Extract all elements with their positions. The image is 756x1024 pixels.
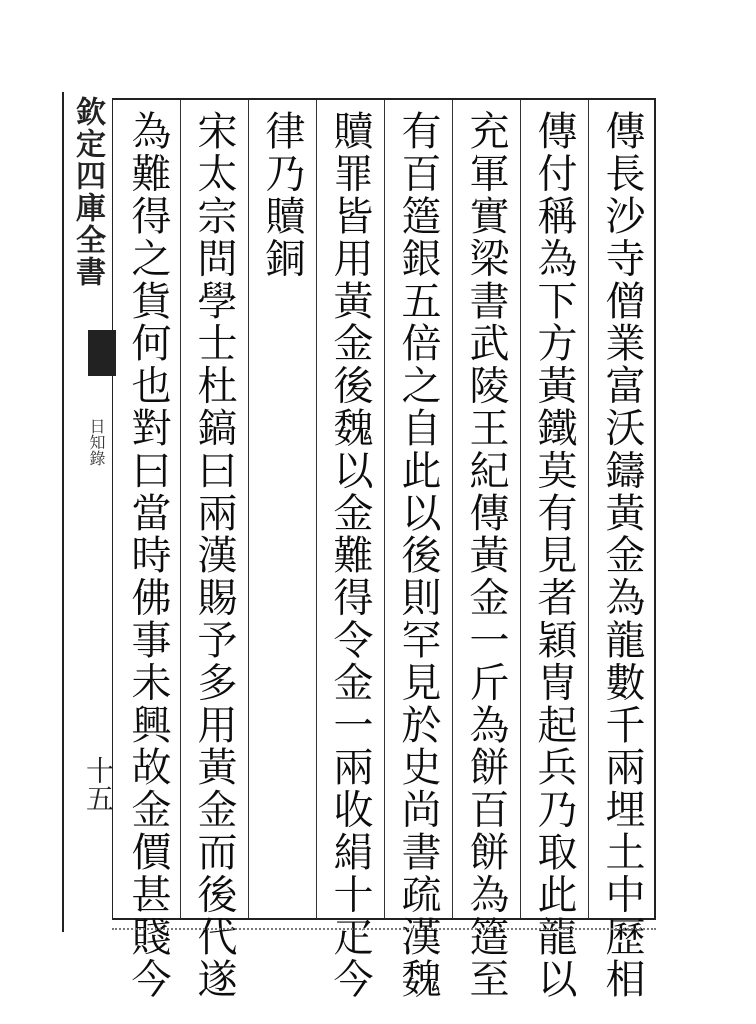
text-column-5: 贖罪皆用黃金後魏以金難得令金一兩收絹十疋今 (327, 110, 373, 1001)
column-rule (452, 100, 453, 918)
text-column-1: 傳長沙寺僧業富沃鑄黃金為龍數千兩埋土中歷相 (599, 110, 645, 1001)
column-rule (588, 100, 589, 918)
book-title: 日知錄 (87, 418, 106, 466)
column-rule (180, 100, 181, 918)
text-column-4: 有百簉銀五倍之自此以後則罕見於史尚書疏漢魏 (395, 110, 441, 1001)
text-column-6: 律乃贖銅 (259, 110, 305, 280)
page-number: 十五 (82, 756, 115, 812)
text-column-8: 為難得之貨何也對曰當時佛事未興故金價甚賤今 (125, 110, 171, 1001)
column-rule (520, 100, 521, 918)
text-column-3: 充軍實梁書武陵王紀傳黃金一斤為餅百餅為簉至 (463, 110, 509, 1001)
text-column-2: 傳付稱為下方黃鐵莫有見者穎冑起兵乃取此龍以 (531, 110, 577, 1001)
column-rule (248, 100, 249, 918)
book-series-title: 欽定四庫全書 (70, 96, 105, 288)
bottom-rule (112, 928, 656, 930)
text-column-7: 宋太宗問學士杜鎬曰兩漢賜予多用黃金而後代遂 (191, 110, 237, 1001)
column-rule (384, 100, 385, 918)
column-rule (316, 100, 317, 918)
